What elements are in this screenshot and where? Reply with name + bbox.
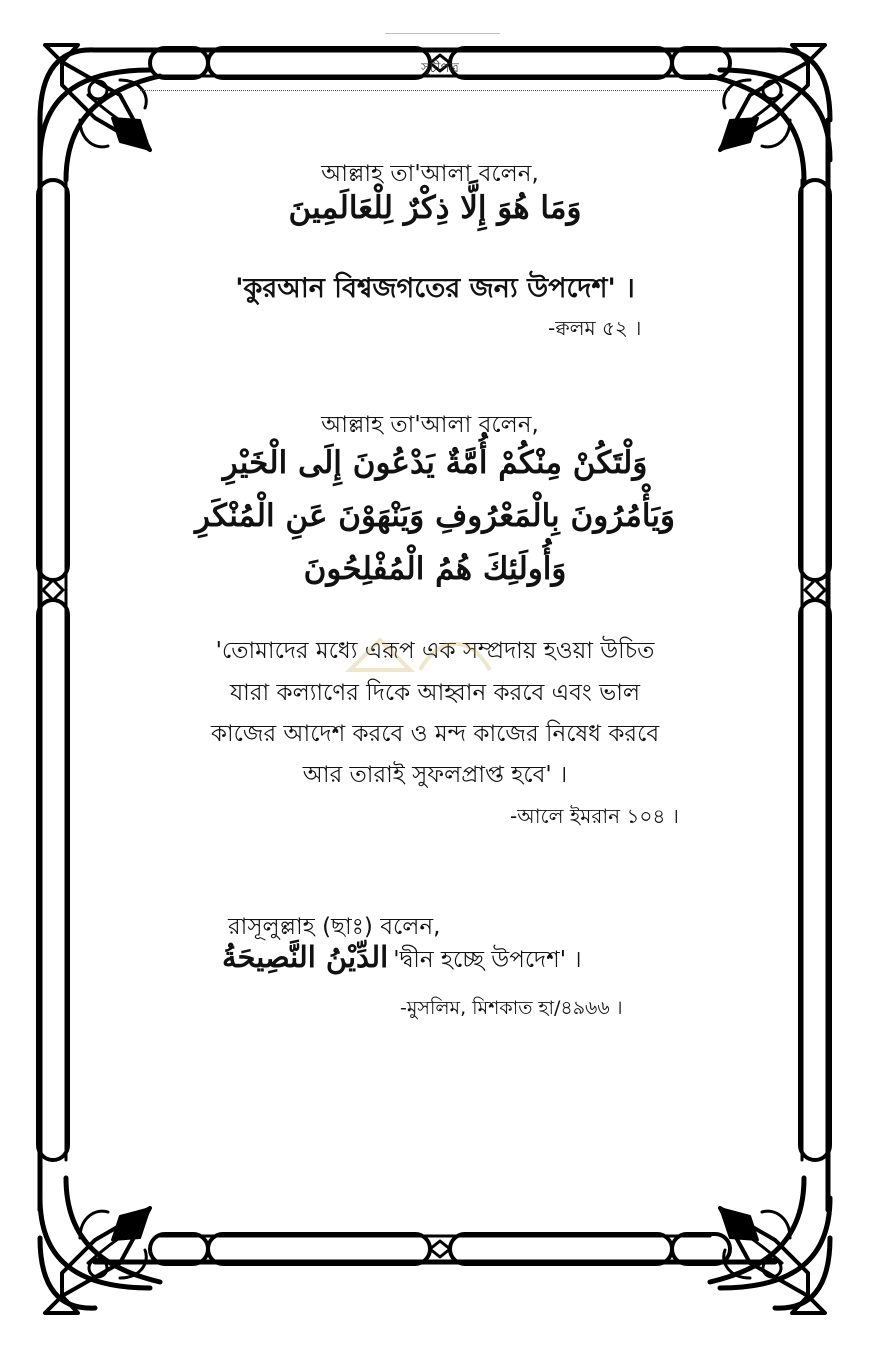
quote2-arabic-line: وَلْتَكُنْ مِنْكُمْ أُمَّةٌ يَدْعُونَ إِلَى الْخَيْرِ bbox=[222, 445, 648, 481]
quote1-arabic: وَمَا هُوَ إِلَّا ذِكْرٌ لِلْعَالَمِينَ bbox=[288, 190, 582, 226]
quote3-line bbox=[222, 940, 662, 980]
quote2-intro: আল্লাহ তা'আলা বলেন, bbox=[321, 412, 539, 438]
quote3-intro: রাসূলুল্লাহ (ছাঃ) বলেন, bbox=[228, 914, 441, 940]
quote2-translation-line: কাজের আদেশ করবে ও মন্দ কাজের নিষেধ করবে bbox=[210, 721, 660, 747]
quote1-intro: আল্লাহ তা'আলা বলেন, bbox=[321, 161, 539, 187]
quote2-arabic-line: وَيَأْمُرُونَ بِالْمَعْرُوفِ وَيَنْهَوْنَ عَنِ الْمُنْكَرِ bbox=[195, 498, 675, 534]
quote2-translation-line: 'তোমাদের মধ্যে এরূপ এক সম্প্রদায় হওয়া উচিত bbox=[215, 638, 655, 664]
quote2-arabic-line: وَأُولَئِكَ هُمُ الْمُفْلِحُونَ bbox=[303, 551, 567, 587]
running-header: সূচীপত্র bbox=[421, 61, 459, 76]
header-dotted-rule bbox=[140, 90, 730, 91]
quote1-reference: -ক্বলম ৫২ । bbox=[548, 316, 642, 340]
quote2-translation-line: যারা কল্যাণের দিকে আহ্বান করবে এবং ভাল bbox=[229, 680, 641, 706]
quote2-translation-line: আর তারাই সুফলপ্রাপ্ত হবে' । bbox=[302, 762, 568, 788]
quote3-translation: 'দ্বীন হচ্ছে উপদেশ' । bbox=[393, 947, 582, 973]
quote1-translation: 'কুরআন বিশ্বজগতের জন্য উপদেশ' । bbox=[235, 273, 635, 304]
top-green-rule bbox=[385, 33, 500, 34]
quote3-reference: -মুসলিম, মিশকাত হা/৪৯৬৬ । bbox=[400, 997, 623, 1019]
watermark-logo bbox=[340, 630, 500, 680]
quote2-reference: -আলে ইমরান ১০৪ । bbox=[510, 804, 679, 828]
quote3-arabic: الدِّيْنُ النَّصِيحَةُ bbox=[222, 940, 389, 974]
